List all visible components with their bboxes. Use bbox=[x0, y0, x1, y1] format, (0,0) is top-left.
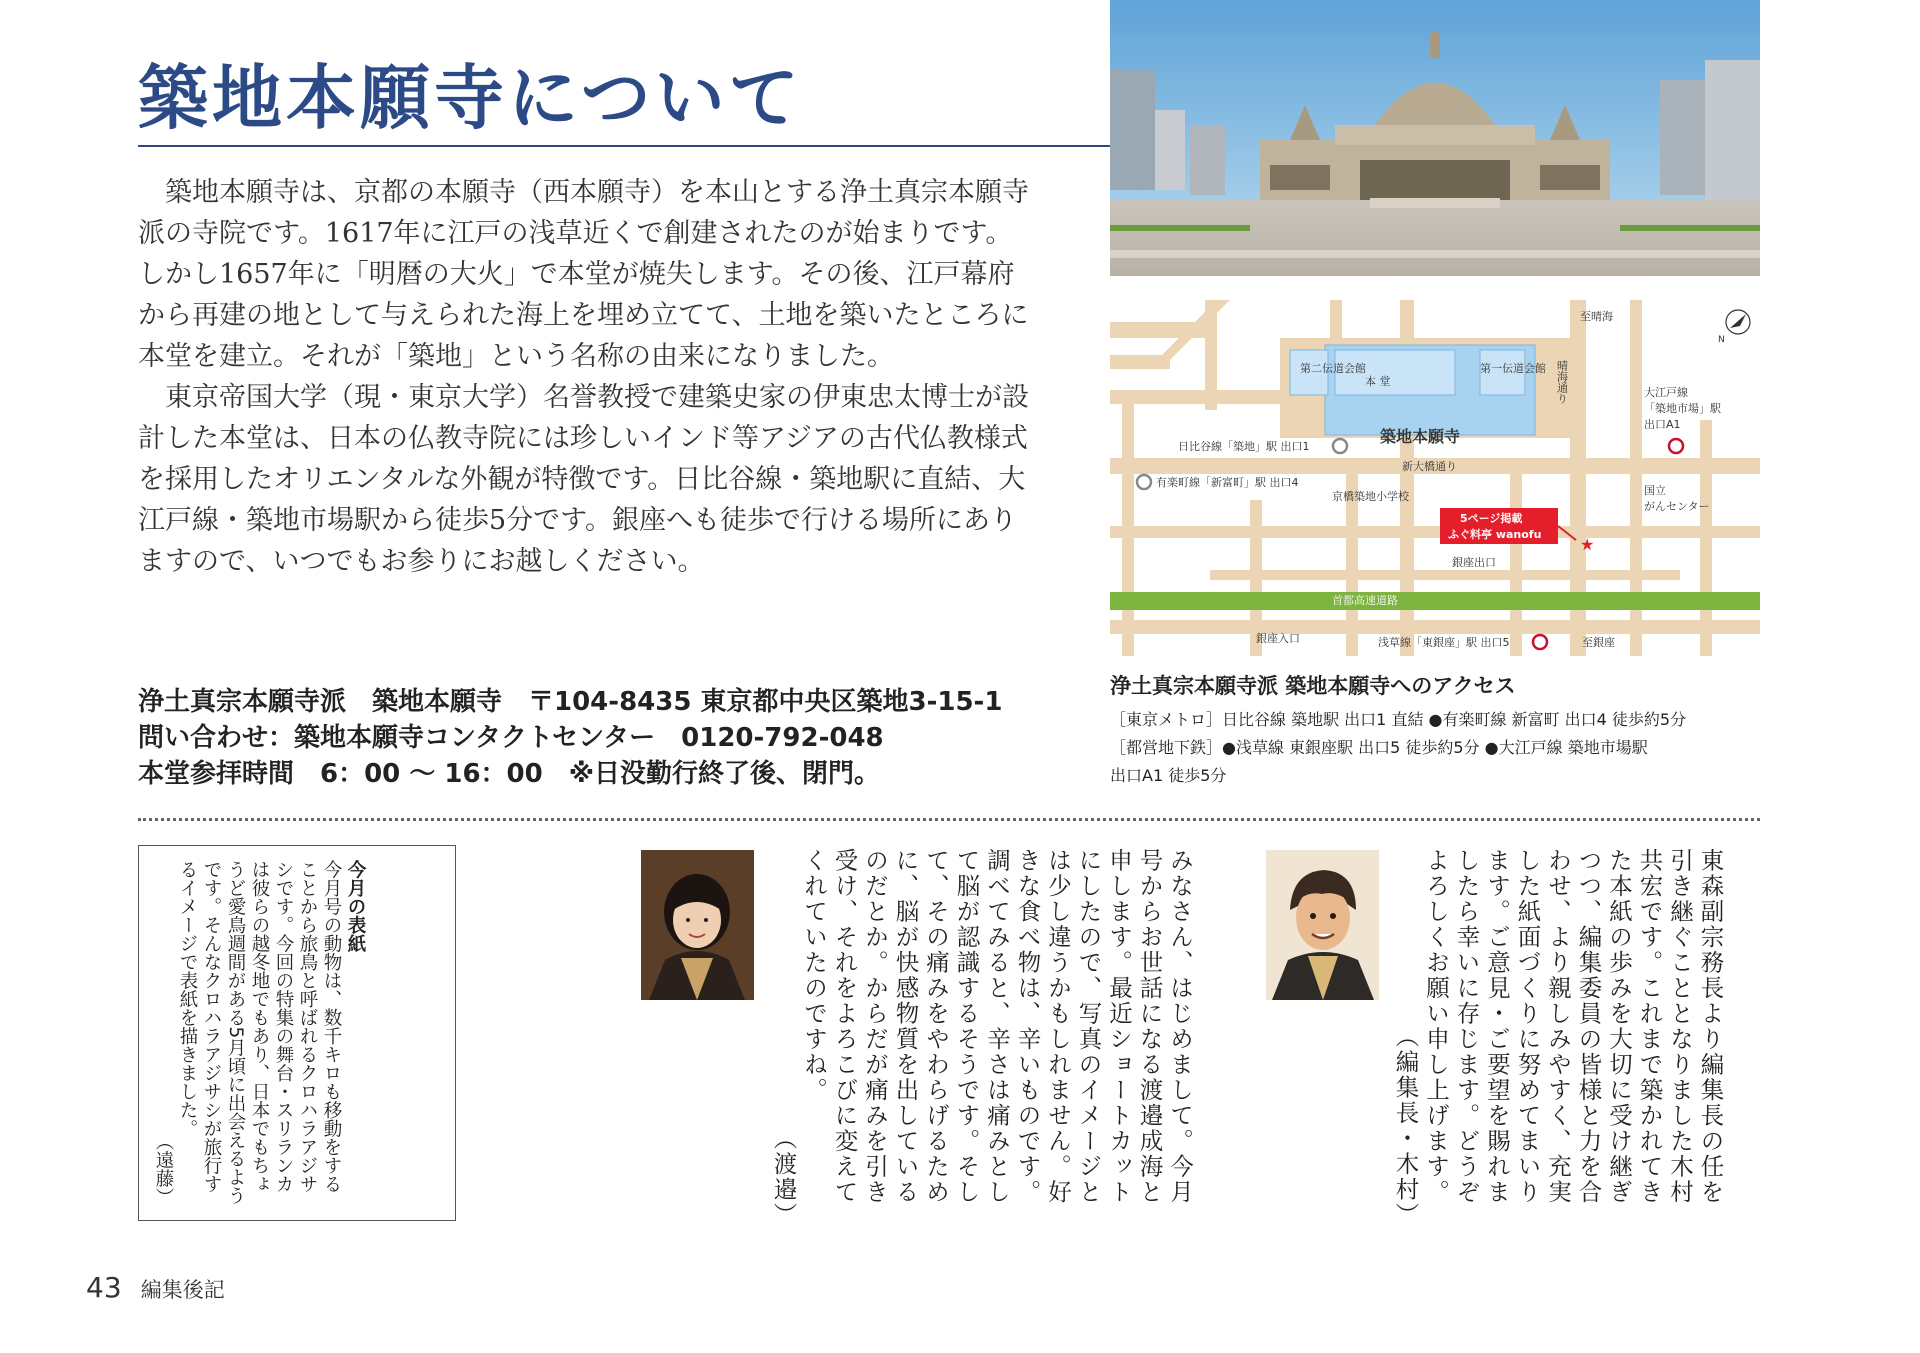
address-line: 浄土真宗本願寺派 築地本願寺 〒104-8435 東京都中央区築地3-15-1 bbox=[138, 687, 1003, 717]
map-label-to-harumi: 至晴海 bbox=[1580, 310, 1613, 323]
map-label-yurakucho-exit: 有楽町線「新富町」駅 出口4 bbox=[1156, 476, 1299, 489]
map-label-temple: 築地本願寺 bbox=[1380, 427, 1461, 446]
map-label-oedo-station: 「築地市場」駅 bbox=[1644, 402, 1721, 415]
map-label-cancer-center-1: 国立 bbox=[1644, 484, 1666, 497]
watanabe-column bbox=[768, 848, 1194, 1228]
map-label-asakusa-exit: 浅草線「東銀座」駅 出口5 bbox=[1378, 636, 1510, 649]
section-name: 編集後記 bbox=[140, 1278, 225, 1302]
map-label-cancer-center-2: がんセンター bbox=[1644, 500, 1710, 513]
watanabe-signature: （渡邉） bbox=[769, 1126, 798, 1228]
intro-paragraph-2: 東京帝国大学（現・東京大学）名誉教授で建築史家の伊東忠太博士が設計した本堂は、日本の仏教寺院には珍しいインド等アジアの古代仏教様式を採用したオリエンタルな外観が特徴です。日比谷線・築地駅に直結、大江戸線・築地市場駅から徒歩5分です。銀座へも徒歩で行ける場所にありますので、いつでもお参りにお越しください。 bbox=[138, 382, 1029, 577]
temple-photo bbox=[1110, 0, 1760, 276]
page-number: 43 bbox=[86, 1271, 122, 1304]
access-line-toei: ［都営地下鉄］●浅草線 東銀座駅 出口5 徒歩約5分 ●大江戸線 築地市場駅 bbox=[1110, 738, 1648, 757]
page-title: 築地本願寺について bbox=[138, 56, 803, 139]
temple-info bbox=[138, 684, 1068, 792]
wanofu-star-icon: ★ bbox=[1580, 535, 1595, 554]
map-label-to-ginza: 至銀座 bbox=[1582, 636, 1615, 649]
cover-note-text bbox=[151, 860, 367, 1206]
hours-line: 本堂参拝時間 6：00 ～ 16：00 ※日没勤行終了後、閉門。 bbox=[138, 759, 881, 789]
map-label-expressway: 首都高速道路 bbox=[1332, 594, 1398, 607]
kimura-illustration bbox=[1266, 850, 1379, 1000]
map-label-hibiya-exit: 日比谷線「築地」駅 出口1 bbox=[1178, 440, 1310, 453]
kimura-text bbox=[1390, 848, 1726, 1228]
map-label-wanofu-name: ふぐ料亭 wanofu bbox=[1448, 528, 1542, 541]
hibiya-exit-marker-icon bbox=[1333, 439, 1347, 453]
access-info bbox=[1110, 670, 1770, 790]
map-label-school: 京橋築地小学校 bbox=[1332, 490, 1409, 503]
access-map-image bbox=[1110, 300, 1760, 656]
map-label-hall-2: 第二伝道会館 bbox=[1300, 362, 1366, 375]
map-label-main-hall: 本 堂 bbox=[1365, 375, 1391, 388]
map-label-shin-ohashi: 新大橋通り bbox=[1402, 460, 1457, 473]
map-label-ginza-entrance: 銀座入口 bbox=[1256, 632, 1300, 645]
watanabe-photo-image bbox=[641, 850, 754, 1000]
kimura-body: 東森副宗務長より編集長の任を引き継ぐこととなりました木村共宏です。これまで築かれてきた本紙の歩みを大切に受け継ぎつつ、編集委員の皆様と力を合わせ、より親しみやすく、充実した紙面づくりに努めてまいります。ご意見・ご要望を賜れましたら幸いに存じます。どうぞよろしくお願い申し上げます。 bbox=[1422, 848, 1725, 1205]
map-label-harumi-dori: 晴海通り bbox=[1555, 360, 1569, 404]
cover-note-signature: （遠藤） bbox=[153, 1132, 174, 1206]
page-footer bbox=[86, 1271, 225, 1304]
watanabe-body: みなさん、はじめまして。今月号からお世話になる渡邉成海と申します。最近ショートカットにしたので、写真のイメージとは少し違うかもしれません。好きな食べ物は、辛いものです。調べてみると、辛さは痛みとして脳が認識するそうです。そして、その痛みをやわらげるために、脳が快感物質を出しているのだとか。からだが痛みを引き受け、それをよろこびに変えてくれていたのですね。 bbox=[800, 848, 1194, 1205]
contact-line: 問い合わせ：築地本願寺コンタクトセンター 0120-792-048 bbox=[138, 723, 884, 753]
section-divider bbox=[138, 818, 1760, 821]
intro-paragraph-1: 築地本願寺は、京都の本願寺（西本願寺）を本山とする浄土真宗本願寺派の寺院です。1617年に江戸の浅草近くで創建されたのが始まりです。しかし1657年に「明暦の大火」で本堂が焼失します。その後、江戸幕府から再建の地として与えられた海上を埋め立てて、土地を築いたところに本堂を建立。それが「築地」という名称の由来になりました。 bbox=[138, 177, 1029, 372]
kimura-column bbox=[1390, 848, 1762, 1228]
access-line-metro: ［東京メトロ］日比谷線 築地駅 出口1 直結 ●有楽町線 新富町 出口4 徒歩約5分 bbox=[1110, 710, 1687, 729]
watanabe-text bbox=[768, 848, 1195, 1228]
map-label-north: N bbox=[1718, 335, 1725, 345]
watanabe-photo bbox=[641, 850, 754, 1000]
title-underline bbox=[138, 145, 1110, 147]
asakusa-exit-marker-icon bbox=[1533, 635, 1547, 649]
map-label-oedo-line: 大江戸線 bbox=[1644, 386, 1688, 399]
kimura-signature: （編集長・木村） bbox=[1391, 1024, 1420, 1228]
map-label-oedo-exit: 出口A1 bbox=[1644, 418, 1681, 431]
map-label-hall-1: 第一伝道会館 bbox=[1480, 362, 1546, 375]
oedo-exit-marker-icon bbox=[1669, 439, 1683, 453]
cover-note-title: 今月の表紙 bbox=[345, 860, 366, 953]
cover-note-body: 今月号の動物は、数千キロも移動をすることから旅鳥と呼ばれるクロハラアジサシです。今回の特集の舞台・スリランカは彼らの越冬地でもあり、日本でもちょうど愛鳥週間がある5月頃に出会えるようです。そんなクロハラアジサシが旅行するイメージで表紙を描きました。 bbox=[177, 860, 342, 1205]
access-map bbox=[1110, 300, 1760, 656]
kimura-illustration-image bbox=[1266, 850, 1379, 1000]
access-line-toei-cont: 出口A1 徒歩5分 bbox=[1110, 766, 1227, 785]
yurakucho-exit-marker-icon bbox=[1137, 475, 1151, 489]
map-label-wanofu-page: 5ページ掲載 bbox=[1460, 512, 1523, 525]
cover-note-box bbox=[138, 845, 456, 1221]
access-heading: 浄土真宗本願寺派 築地本願寺へのアクセス bbox=[1110, 674, 1516, 698]
intro-text bbox=[138, 172, 1038, 582]
temple-photo-image bbox=[1110, 0, 1760, 276]
map-label-ginza-exit: 銀座出口 bbox=[1452, 556, 1496, 569]
